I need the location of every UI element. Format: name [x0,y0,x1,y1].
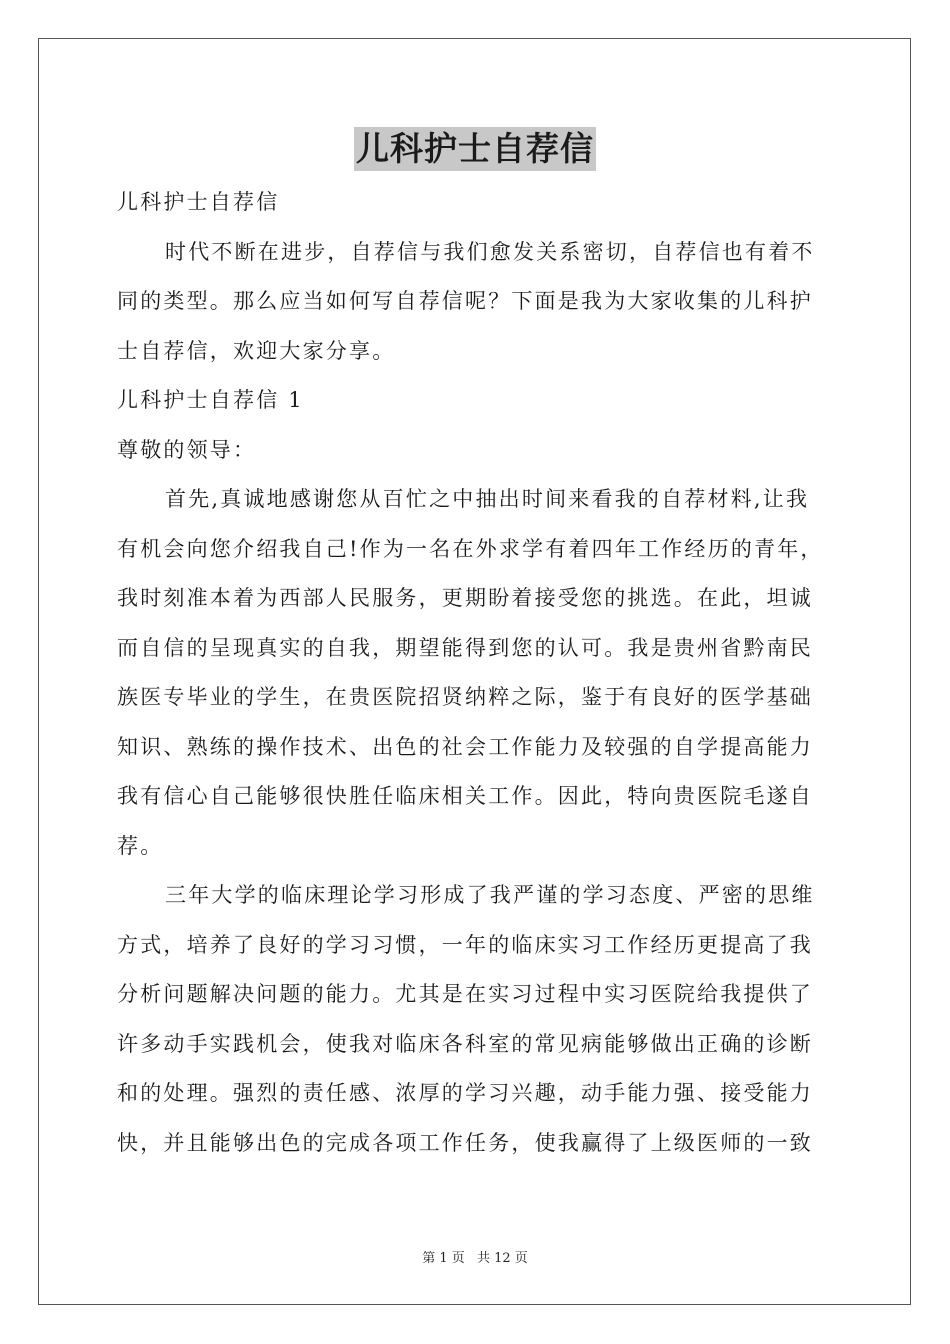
page-footer [0,1247,950,1266]
text-line: 首先,真诚地感谢您从百忙之中抽出时间来看我的自荐材料,让我 [165,487,810,511]
text-line: 我时刻准本着为西部人民服务，更期盼着接受您的挑选。在此，坦诚 [117,586,813,610]
page-number: 第 1 页 [422,1251,465,1266]
text-line: 儿科护士自荐信 [117,190,280,214]
text-line: 而自信的呈现真实的自我，期望能得到您的认可。我是贵州省黔南民 [117,635,813,660]
text-line: 我有信心自己能够很快胜任临床相关工作。因此，特向贵医院毛遂自 [117,784,813,808]
text-line: 知识、熟练的操作技术、出色的社会工作能力及较强的自学提高能力 [117,734,813,759]
text-line: 同的类型。那么应当如何写自荐信呢？下面是我为大家收集的儿科护 [117,289,813,313]
text-line: 族医专毕业的学生，在贵医院招贤纳粹之际，鉴于有良好的医学基础 [117,685,813,709]
text-line: 分析问题解决问题的能力。尤其是在实习过程中实习医院给我提供了 [117,982,813,1006]
text-line: 方式，培养了良好的学习习惯，一年的临床实习工作经历更提高了我 [117,932,813,957]
title-area [0,127,950,171]
document-body [117,178,837,1168]
text-line: 士自荐信，欢迎大家分享。 [117,338,396,363]
text-line: 有机会向您介绍我自己!作为一名在外求学有着四年工作经历的青年， [117,536,824,561]
text-line: 时代不断在进步，自荐信与我们愈发关系密切，自荐信也有着不 [165,239,815,264]
text-line: 荐。 [117,833,164,858]
text-line: 儿科护士自荐信 1 [117,388,304,412]
text-line: 和的处理。强烈的责任感、浓厚的学习兴趣，动手能力强、接受能力 [117,1081,813,1105]
page-total: 共 12 页 [476,1251,528,1266]
text-line: 许多动手实践机会，使我对临床各科室的常见病能够做出正确的诊断 [117,1031,813,1056]
document-title[interactable]: 儿科护士自荐信 [354,127,596,171]
text-line: 尊敬的领导： [117,437,257,462]
text-line: 快，并且能够出色的完成各项工作任务，使我赢得了上级医师的一致 [117,1130,813,1155]
text-line: 三年大学的临床理论学习形成了我严谨的学习态度、严密的思维 [165,883,815,907]
